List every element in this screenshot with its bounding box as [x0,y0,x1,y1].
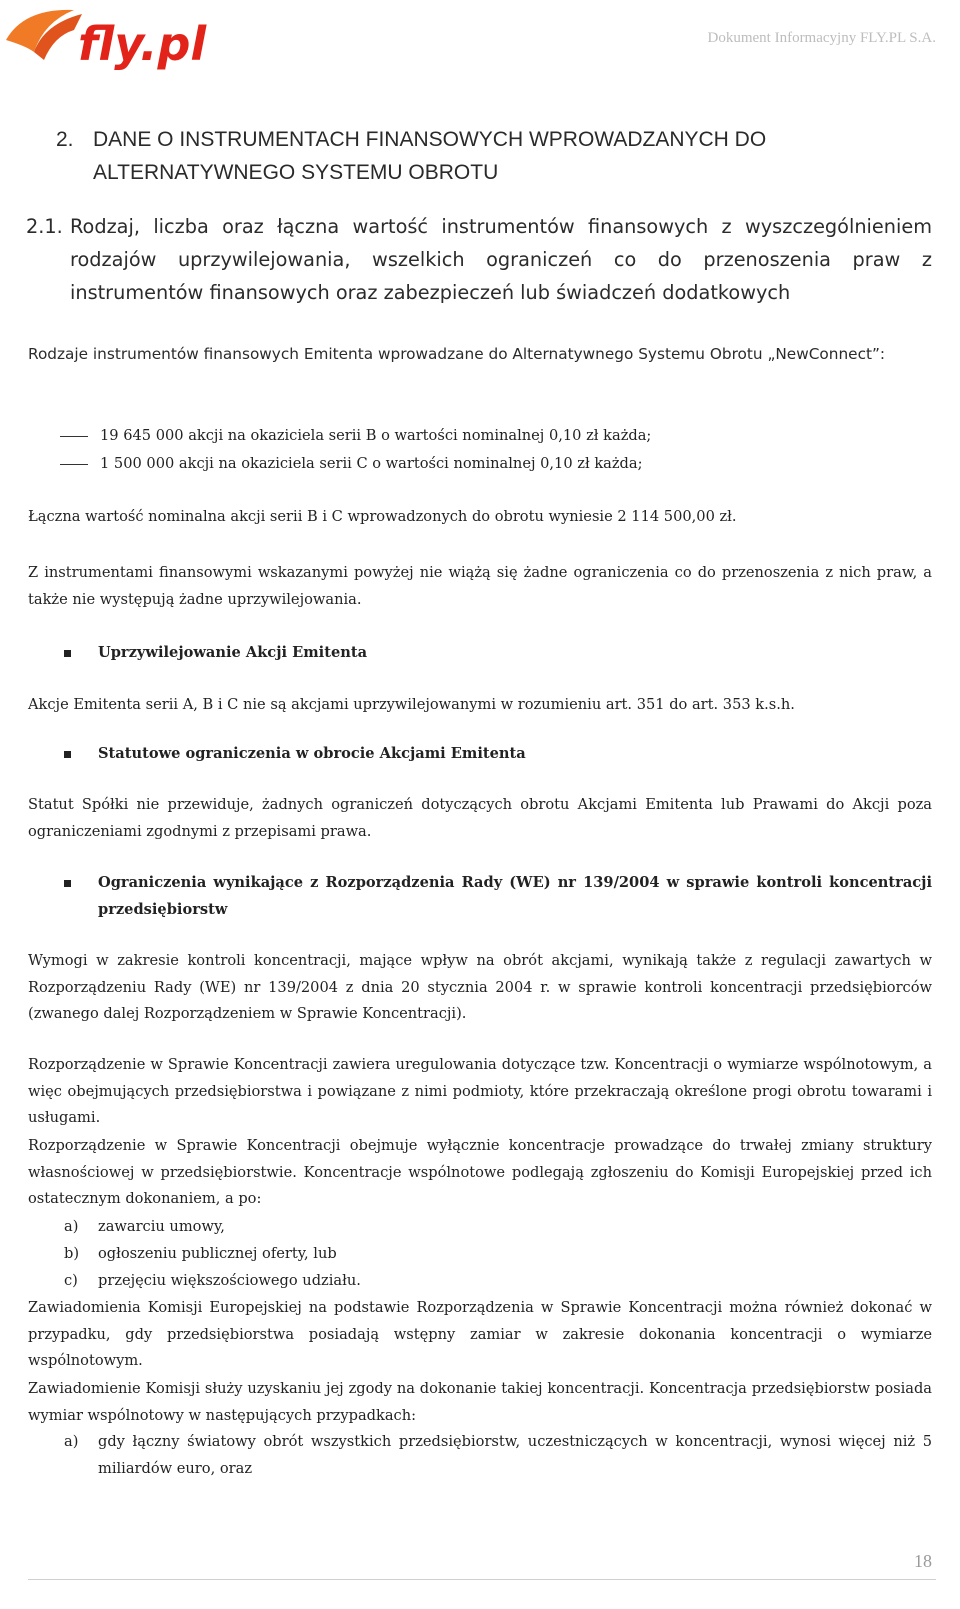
instrument-item [60,451,920,478]
section-2-1-number: 2.1. [26,215,63,238]
subheading-statutory-restrictions [64,741,932,768]
statutory-restrictions-text: Statut Spółki nie przewiduje, żadnych ograniczeń dotyczących obrotu Akcjami Emitenta lub Prawami do Akcji poza ograniczeniami zgodnymi z przepisami prawa. [28,796,932,840]
footer-divider [28,1579,936,1580]
list-text: ogłoszeniu publicznej oferty, lub [98,1245,337,1262]
section-2-1-heading [26,210,932,309]
square-bullet-icon [64,880,71,887]
list-text: przejęciu większościowego udziału. [98,1272,361,1289]
subheading-eu-regulation [64,870,932,923]
section-2-title: DANE O INSTRUMENTACH FINANSOWYCH WPROWADZANYCH DO ALTERNATYWNEGO SYSTEMU OBROTU [93,128,767,184]
list-label: a) [64,1433,79,1450]
list-item [64,1241,932,1268]
section-2-heading [56,123,876,189]
dash-marker [60,436,88,437]
eu-regulation-p2: Rozporządzenie w Sprawie Koncentracji zawiera uregulowania dotyczące tzw. Koncentracji o wymiarze wspólnotowym, a więc obejmujących przedsiębiorstwa i powiązane z nimi podmioty, które przekraczają określone progi obrotu towarami i usługami. [28,1056,932,1126]
page-number: 18 [914,1551,932,1571]
subheading-text: Statutowe ograniczenia w obrocie Akcjami Emitenta [98,745,526,762]
subheading-text: Ograniczenia wynikające z Rozporządzenia Rady (WE) nr 139/2004 w sprawie kontroli koncentracji przedsiębiorstw [98,874,932,918]
list-item [64,1214,932,1241]
list-text: gdy łączny światowy obrót wszystkich przedsiębiorstw, uczestniczących w koncentracji, wynosi więcej niż 5 miliardów euro, oraz [98,1433,932,1477]
dash-marker [60,464,88,465]
subheading-privileges [64,640,932,667]
eu-regulation-p1: Wymogi w zakresie kontroli koncentracji, mające wpływ na obrót akcjami, wynikają także z regulacji zawartych w Rozporządzeniu Rady (WE) nr 139/2004 z dnia 20 stycznia 2004 r. w sprawie kontroli koncentracji przedsiębiorców (zwanego dalej Rozporządzeniem w Sprawie Koncentracji). [28,952,932,1022]
fly-pl-logo [4,0,218,78]
document-title: Dokument Informacyjny FLY.PL S.A. [707,30,936,46]
eu-regulation-p3: Rozporządzenie w Sprawie Koncentracji obejmuje wyłącznie koncentracje prowadzące do trwałej zmiany struktury własnościowej w przedsiębiorstwie. Koncentracje wspólnotowe podlegają zgłoszeniu do Komisji Europejskiej przed ich ostatecznym dokonaniem, a po: [28,1137,932,1207]
list-item [64,1429,932,1482]
instrument-text: 19 645 000 akcji na okaziciela serii B o wartości nominalnej 0,10 zł każda; [100,427,652,444]
privileges-text: Akcje Emitenta serii A, B i C nie są akcjami uprzywilejowanymi w rozumieniu art. 351 do art. 353 k.s.h. [28,696,795,713]
square-bullet-icon [64,650,71,657]
list-label: c) [64,1272,78,1289]
instruments-intro: Rodzaje instrumentów finansowych Emitenta wprowadzane do Alternatywnego Systemu Obrotu „NewConnect”: [28,345,886,363]
section-2-1-title: Rodzaj, liczba oraz łączna wartość instrumentów finansowych z wyszczególnieniem rodzajów uprzywilejowania, wszelkich ograniczeń co do przenoszenia praw z instrumentów finansowych oraz zabezpieczeń lub świadczeń dodatkowych [70,215,932,304]
section-2-number: 2. [56,128,74,151]
square-bullet-icon [64,751,71,758]
total-value-text: Łączna wartość nominalna akcji serii B i C wprowadzonych do obrotu wyniesie 2 114 500,00 zł. [28,508,737,525]
no-restrictions-text: Z instrumentami finansowymi wskazanymi powyżej nie wiążą się żadne ograniczenia co do przenoszenia z nich praw, a także nie występują żadne uprzywilejowania. [28,564,932,608]
subheading-text: Uprzywilejowanie Akcji Emitenta [98,644,368,661]
list-item [64,1268,932,1295]
instrument-item [60,423,920,450]
list-label: a) [64,1218,79,1235]
list-label: b) [64,1245,80,1262]
eu-regulation-p5: Zawiadomienie Komisji służy uzyskaniu jej zgody na dokonanie takiej koncentracji. Koncentracja przedsiębiorstw posiada wymiar wspólnotowy w następujących przypadkach: [28,1380,932,1424]
list-text: zawarciu umowy, [98,1218,225,1235]
logo-text: fly.pl [78,17,207,71]
instrument-text: 1 500 000 akcji na okaziciela serii C o wartości nominalnej 0,10 zł każda; [100,455,643,472]
eu-regulation-p4: Zawiadomienia Komisji Europejskiej na podstawie Rozporządzenia w Sprawie Koncentracji można również dokonać w przypadku, gdy przedsiębiorstwa posiadają wstępny zamiar w zakresie dokonania koncentracji o wymiarze wspólnotowym. [28,1299,932,1369]
